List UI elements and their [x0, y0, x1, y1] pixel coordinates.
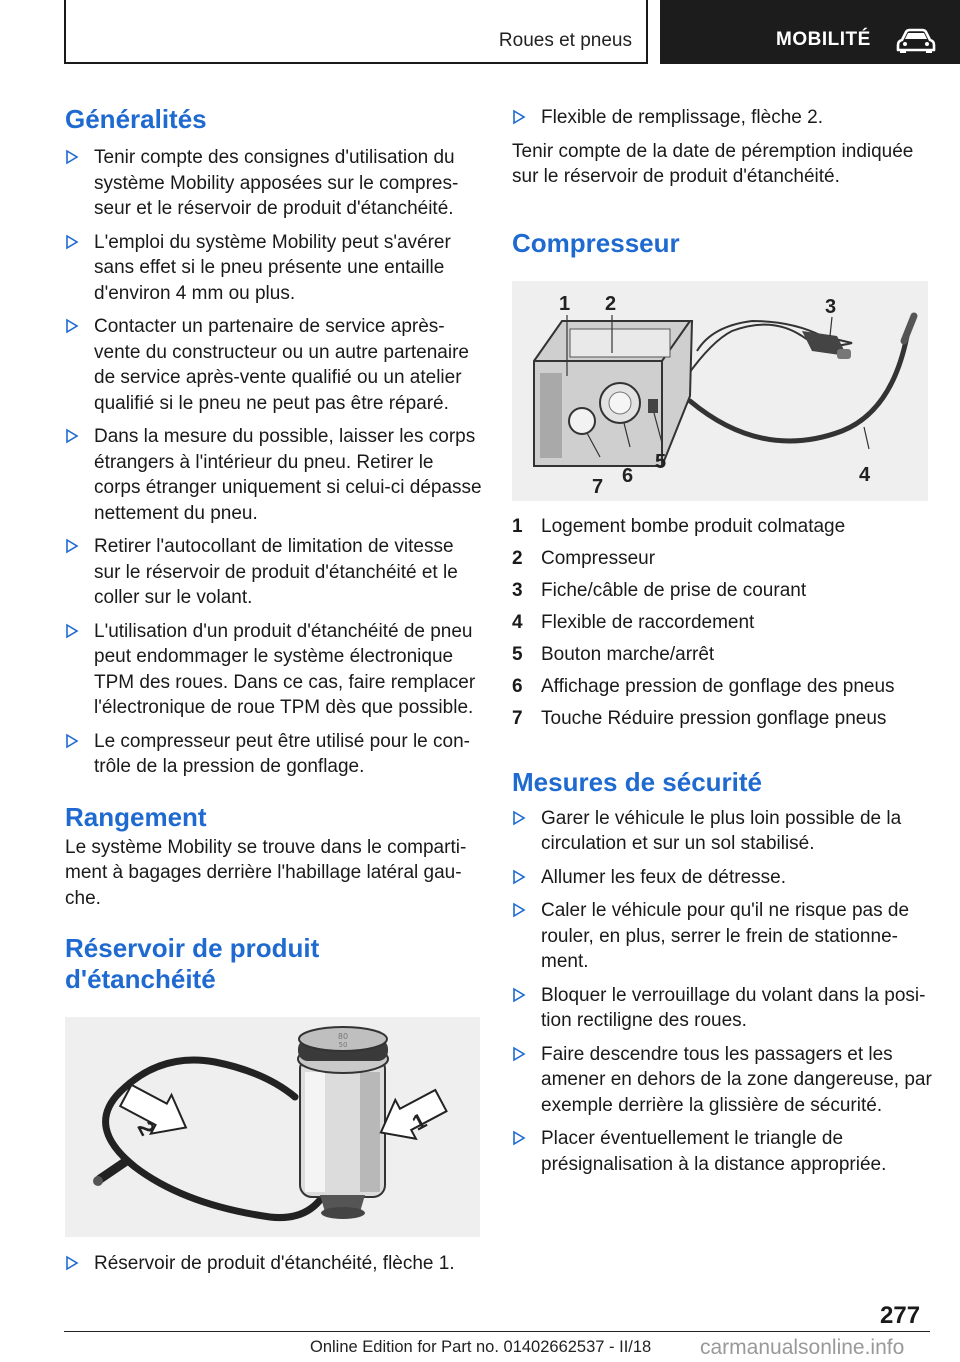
list-item: Flexible de remplissage, flèche 2.: [512, 105, 932, 131]
triangle-bullet-icon: [512, 1130, 526, 1146]
triangle-bullet-icon: [65, 428, 79, 444]
compressor-legend: [512, 511, 932, 735]
heading-general: Généralités: [65, 104, 207, 134]
car-icon: [896, 28, 936, 54]
figure-label: 6: [622, 464, 634, 487]
triangle-bullet-icon: [512, 869, 526, 885]
legend-row: 6 Affichage pression de gonflage des pneus: [512, 675, 895, 697]
gauge-label: 80: [337, 1032, 349, 1041]
legend-row: 7 Touche Réduire pression gonflage pneus: [512, 707, 887, 729]
figure-label: 3: [825, 295, 837, 318]
gauge-label: 50: [338, 1041, 348, 1049]
triangle-bullet-icon: [65, 149, 79, 165]
figure-label: 2: [605, 292, 617, 315]
heading-reservoir: Réservoir de produit d'étanchéité: [65, 933, 320, 994]
triangle-bullet-icon: [65, 1255, 79, 1271]
legend-row: 4 Flexible de raccordement: [512, 611, 755, 633]
page-header: [64, 0, 960, 64]
legend-row: 2 Compresseur: [512, 547, 656, 569]
triangle-bullet-icon: [512, 987, 526, 1003]
reservoir-figure: [65, 1017, 480, 1237]
arrow-1-label: 1: [408, 1107, 431, 1136]
triangle-bullet-icon: [65, 318, 79, 334]
triangle-bullet-icon: [512, 1046, 526, 1062]
right-column: [512, 96, 932, 1185]
list-item: Faire descendre tous les passagers et les amener en dehors de la zone dangereuse, par exemple derrière la glissière de sécurité.: [512, 1042, 932, 1119]
storage-paragraph: Le système Mobility se trouve dans le compartiment à bagages derrière l'habillage latéral gauche.: [65, 836, 467, 909]
page-number: 277: [880, 1302, 921, 1329]
heading-compressor: Compresseur: [512, 227, 680, 258]
list-item: Bloquer le verrouillage du volant dans la position rectiligne des roues.: [512, 983, 932, 1034]
legend-row: 1 Logement bombe produit colmatage: [512, 515, 846, 537]
legend-row: 5 Bouton marche/arrêt: [512, 643, 715, 665]
left-column: [65, 96, 483, 1285]
list-item: Garer le véhicule le plus loin possible de la circulation et sur un sol stabilisé.: [512, 806, 932, 857]
figure-label: 1: [559, 292, 571, 315]
figure-label: 7: [592, 475, 604, 498]
list-item: L'utilisation d'un produit d'étanchéité de pneu peut endommager le système électronique TPM des roues. Dans ce cas, faire remplacer l'électronique de roue TPM dès que possible.: [65, 619, 483, 721]
safety-list: [512, 806, 932, 1178]
list-item: Réservoir de produit d'étanchéité, flèche 1.: [65, 1251, 483, 1277]
edition-text: Online Edition for Part no. 01402662537 - II/18: [310, 1338, 652, 1356]
header-chapter-box: [660, 0, 960, 64]
list-item: Le compresseur peut être utilisé pour le contrôle de la pression de gonflage.: [65, 729, 483, 780]
heading-storage: Rangement: [65, 801, 207, 832]
expiry-paragraph: Tenir compte de la date de péremption indiquée sur le réservoir de produit d'étanchéité.: [512, 140, 914, 187]
triangle-bullet-icon: [512, 810, 526, 826]
triangle-bullet-icon: [512, 109, 526, 125]
compressor-illustration: [512, 281, 928, 501]
reservoir-list-continued: [512, 105, 932, 131]
chapter-title: MOBILITÉ: [776, 29, 871, 50]
general-list: [65, 145, 483, 780]
triangle-bullet-icon: [512, 902, 526, 918]
figure-label: 5: [655, 450, 667, 473]
triangle-bullet-icon: [65, 234, 79, 250]
compressor-figure: [512, 281, 928, 501]
watermark-text: carmanualsonline.info: [700, 1336, 905, 1359]
list-item: Retirer l'autocollant de limitation de vitesse sur le réservoir de produit d'étanchéité et le coller sur le volant.: [65, 534, 483, 611]
header-section-box: [64, 0, 648, 64]
reservoir-illustration: [65, 1017, 480, 1237]
list-item: Caler le véhicule pour qu'il ne risque pas de rouler, en plus, serrer le frein de stationnement.: [512, 898, 932, 975]
list-item: Allumer les feux de détresse.: [512, 865, 932, 891]
heading-safety: Mesures de sécurité: [512, 766, 763, 797]
reservoir-list: [65, 1251, 483, 1277]
triangle-bullet-icon: [65, 733, 79, 749]
triangle-bullet-icon: [65, 538, 79, 554]
footer-divider: [64, 1331, 930, 1332]
list-item: Dans la mesure du possible, laisser les corps étrangers à l'intérieur du pneu. Retirer le corps étranger uniquement si celui-ci dépasse nettement du pneu.: [65, 424, 483, 526]
list-item: Placer éventuellement le triangle de présignalisation à la distance appropriée.: [512, 1126, 932, 1177]
arrow-2-label: 2: [132, 1117, 161, 1140]
list-item: Tenir compte des consignes d'utilisation du système Mobility apposées sur le compresseur et le réservoir de produit d'étanchéité.: [65, 145, 483, 222]
list-item: L'emploi du système Mobility peut s'avérer sans effet si le pneu présente une entaille d'environ 4 mm ou plus.: [65, 230, 483, 307]
legend-row: 3 Fiche/câble de prise de courant: [512, 579, 807, 601]
figure-label: 4: [859, 463, 871, 486]
section-title: Roues et pneus: [498, 30, 632, 51]
triangle-bullet-icon: [65, 623, 79, 639]
list-item: Contacter un partenaire de service après-vente du constructeur ou un autre partenaire de service après-vente qualifié ou un atelier qualifié si le pneu ne peut pas être réparé.: [65, 314, 483, 416]
